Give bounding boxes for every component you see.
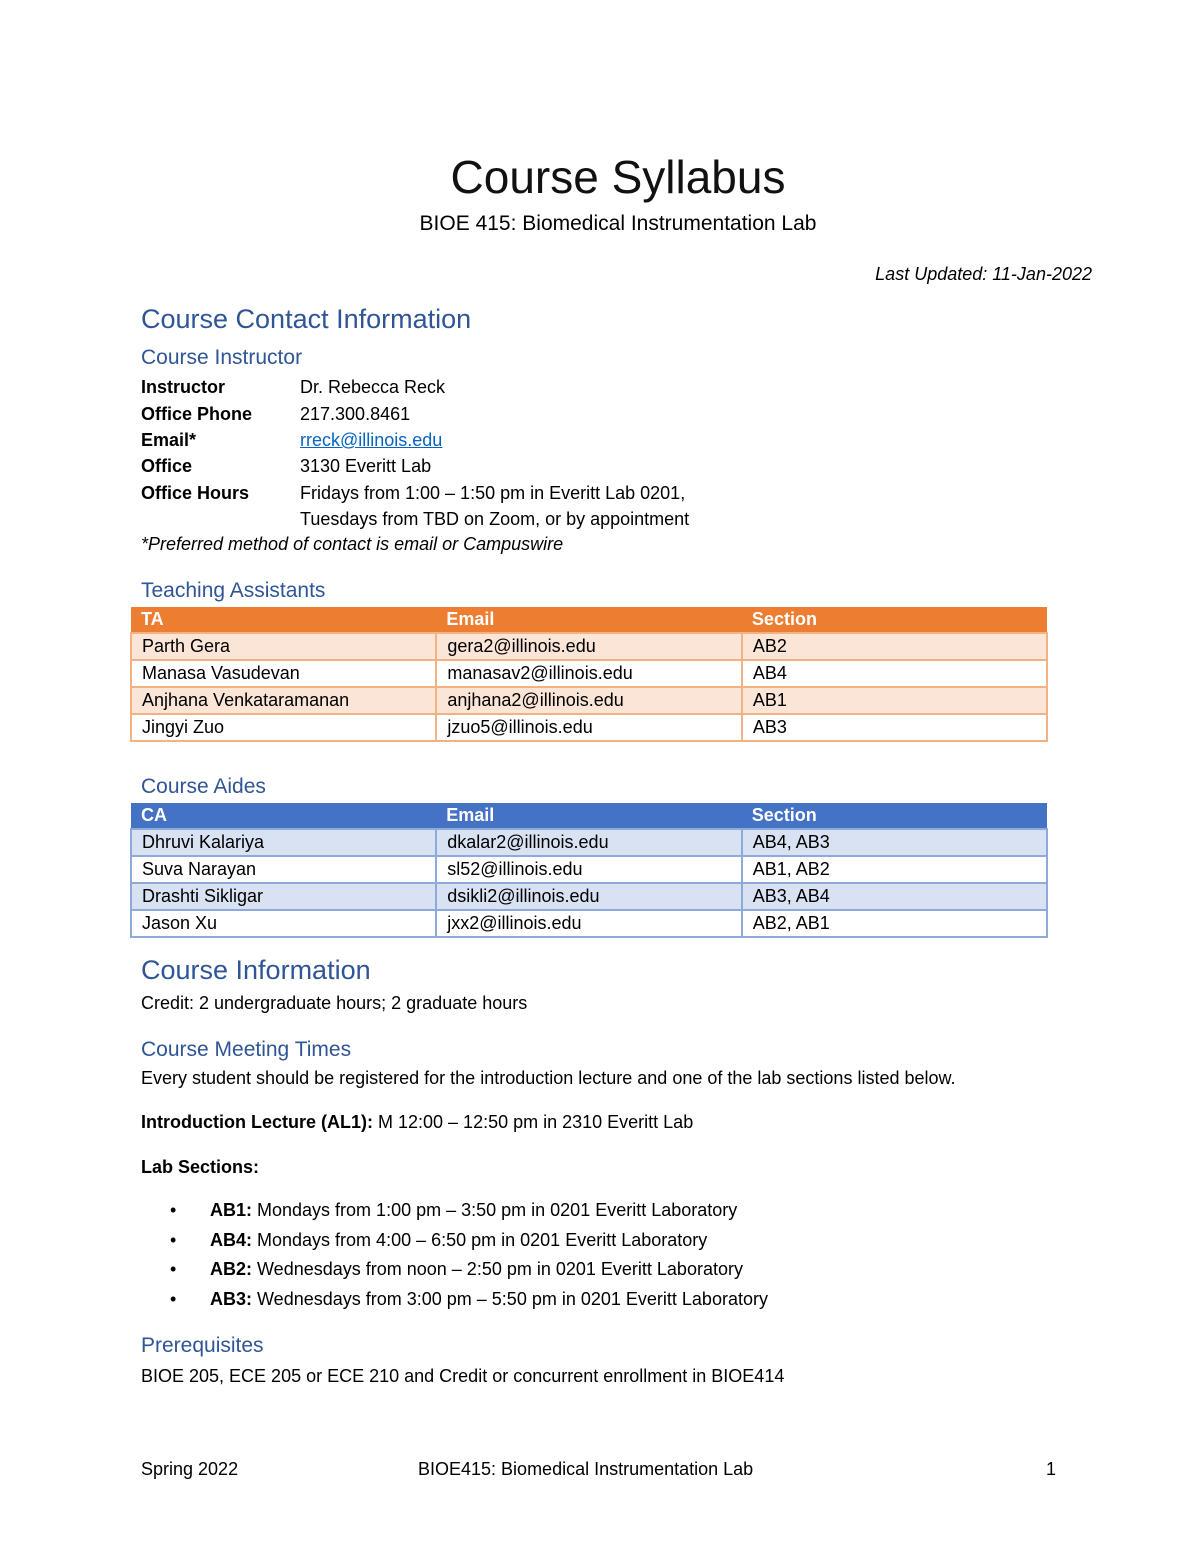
ca-heading: Course Aides (141, 775, 266, 798)
field-value: Fridays from 1:00 – 1:50 pm in Everitt Lab 0201, (300, 483, 686, 503)
lecture-label: Introduction Lecture (AL1): (141, 1112, 373, 1132)
lab-code: AB2: (210, 1259, 253, 1280)
lab-text: Wednesdays from noon – 2:50 pm in 0201 Everitt Laboratory (252, 1259, 743, 1280)
column-header: CA (131, 803, 436, 829)
column-header: Email (436, 803, 742, 829)
column-header: Section (742, 607, 1047, 633)
bullet-icon: • (170, 1259, 177, 1280)
list-item (170, 1230, 768, 1260)
field-label: Office (141, 456, 193, 476)
lab-code: AB4: (210, 1229, 253, 1250)
table-cell: AB2 (742, 633, 1047, 660)
table-cell: manasav2@illinois.edu (436, 660, 742, 687)
list-item (170, 1259, 768, 1289)
table-row (131, 883, 1047, 910)
table-cell: gera2@illinois.edu (436, 633, 742, 660)
email-row (141, 427, 442, 453)
table-cell: jxx2@illinois.edu (436, 910, 742, 937)
lecture-text: M 12:00 – 12:50 pm in 2310 Everitt Lab (373, 1112, 694, 1132)
table-cell: Jingyi Zuo (131, 714, 436, 741)
footer-term: Spring 2022 (141, 1459, 239, 1479)
field-label: Email* (141, 430, 197, 450)
table-row (131, 856, 1047, 883)
field-value: 3130 Everitt Lab (300, 456, 432, 476)
instructor-heading: Course Instructor (141, 346, 303, 369)
table-cell: Manasa Vasudevan (131, 660, 436, 687)
column-header: Section (742, 803, 1047, 829)
table-row (131, 910, 1047, 937)
footer-course: BIOE415: Biomedical Instrumentation Lab (418, 1459, 754, 1479)
table-cell: Parth Gera (131, 633, 436, 660)
table-cell: Anjhana Venkataramanan (131, 687, 436, 714)
lab-sections-list (170, 1200, 768, 1318)
lab-sections-label (141, 1157, 259, 1178)
course-info-heading: Course Information (141, 955, 371, 985)
table-cell: Jason Xu (131, 910, 436, 937)
field-value: 217.300.8461 (300, 404, 411, 424)
bullet-icon: • (170, 1229, 177, 1250)
field-label: Office Phone (141, 404, 253, 424)
lab-text: Mondays from 4:00 – 6:50 pm in 0201 Everitt Laboratory (252, 1229, 708, 1250)
table-cell: AB3 (742, 714, 1047, 741)
field-value: Dr. Rebecca Reck (300, 377, 446, 397)
instructor-row (141, 374, 445, 400)
instructor-email-link[interactable]: rreck@illinois.edu (300, 430, 443, 450)
page-title: Course Syllabus (450, 151, 786, 203)
table-cell: AB3, AB4 (742, 883, 1047, 910)
table-cell: AB4 (742, 660, 1047, 687)
table-cell: Drashti Sikligar (131, 883, 436, 910)
bullet-icon: • (170, 1288, 177, 1309)
lecture-line (141, 1112, 693, 1133)
office-hours-line2: Tuesdays from TBD on Zoom, or by appointment (300, 509, 690, 529)
table-row (131, 633, 1047, 660)
ta-table (130, 607, 1048, 742)
ca-table (130, 803, 1048, 938)
lab-code: AB1: (210, 1200, 253, 1220)
table-cell: jzuo5@illinois.edu (436, 714, 742, 741)
table-header-row (131, 607, 1047, 633)
list-item (170, 1200, 768, 1230)
table-cell: AB2, AB1 (742, 910, 1047, 937)
table-cell: Dhruvi Kalariya (131, 829, 436, 856)
contact-note: *Preferred method of contact is email or Campuswire (141, 534, 564, 554)
prereq-heading: Prerequisites (141, 1334, 264, 1357)
table-cell: dsikli2@illinois.edu (436, 883, 742, 910)
table-cell: anjhana2@illinois.edu (436, 687, 742, 714)
bullet-icon: • (170, 1200, 177, 1220)
table-cell: sl52@illinois.edu (436, 856, 742, 883)
table-row (131, 714, 1047, 741)
table-row (131, 687, 1047, 714)
ta-heading: Teaching Assistants (141, 579, 326, 602)
office-hours-row (141, 480, 685, 506)
table-cell: Suva Narayan (131, 856, 436, 883)
table-cell: AB4, AB3 (742, 829, 1047, 856)
field-label: Office Hours (141, 483, 250, 503)
page-number: 1 (1046, 1459, 1057, 1479)
table-cell: dkalar2@illinois.edu (436, 829, 742, 856)
column-header: Email (436, 607, 742, 633)
list-item (170, 1289, 768, 1319)
table-cell: AB1, AB2 (742, 856, 1047, 883)
table-row (131, 829, 1047, 856)
lab-text: Wednesdays from 3:00 pm – 5:50 pm in 0201 Everitt Laboratory (252, 1288, 768, 1309)
field-label: Instructor (141, 377, 226, 397)
table-cell: AB1 (742, 687, 1047, 714)
contact-heading: Course Contact Information (141, 304, 472, 334)
column-header: TA (131, 607, 436, 633)
meeting-text: Every student should be registered for the introduction lecture and one of the lab sections listed below. (141, 1068, 956, 1088)
lab-code: AB3: (210, 1288, 253, 1309)
office-phone-row (141, 401, 410, 427)
meeting-heading: Course Meeting Times (141, 1038, 352, 1061)
credit-text: Credit: 2 undergraduate hours; 2 graduate hours (141, 993, 528, 1013)
table-row (131, 660, 1047, 687)
office-row (141, 453, 431, 479)
course-subtitle: BIOE 415: Biomedical Instrumentation Lab (419, 212, 817, 235)
lab-text: Mondays from 1:00 pm – 3:50 pm in 0201 Everitt Laboratory (252, 1200, 738, 1220)
last-updated: Last Updated: 11-Jan-2022 (875, 264, 1092, 284)
prereq-text: BIOE 205, ECE 205 or ECE 210 and Credit or concurrent enrollment in BIOE414 (141, 1366, 785, 1386)
table-header-row (131, 803, 1047, 829)
lab-label: Lab Sections: (141, 1157, 260, 1177)
